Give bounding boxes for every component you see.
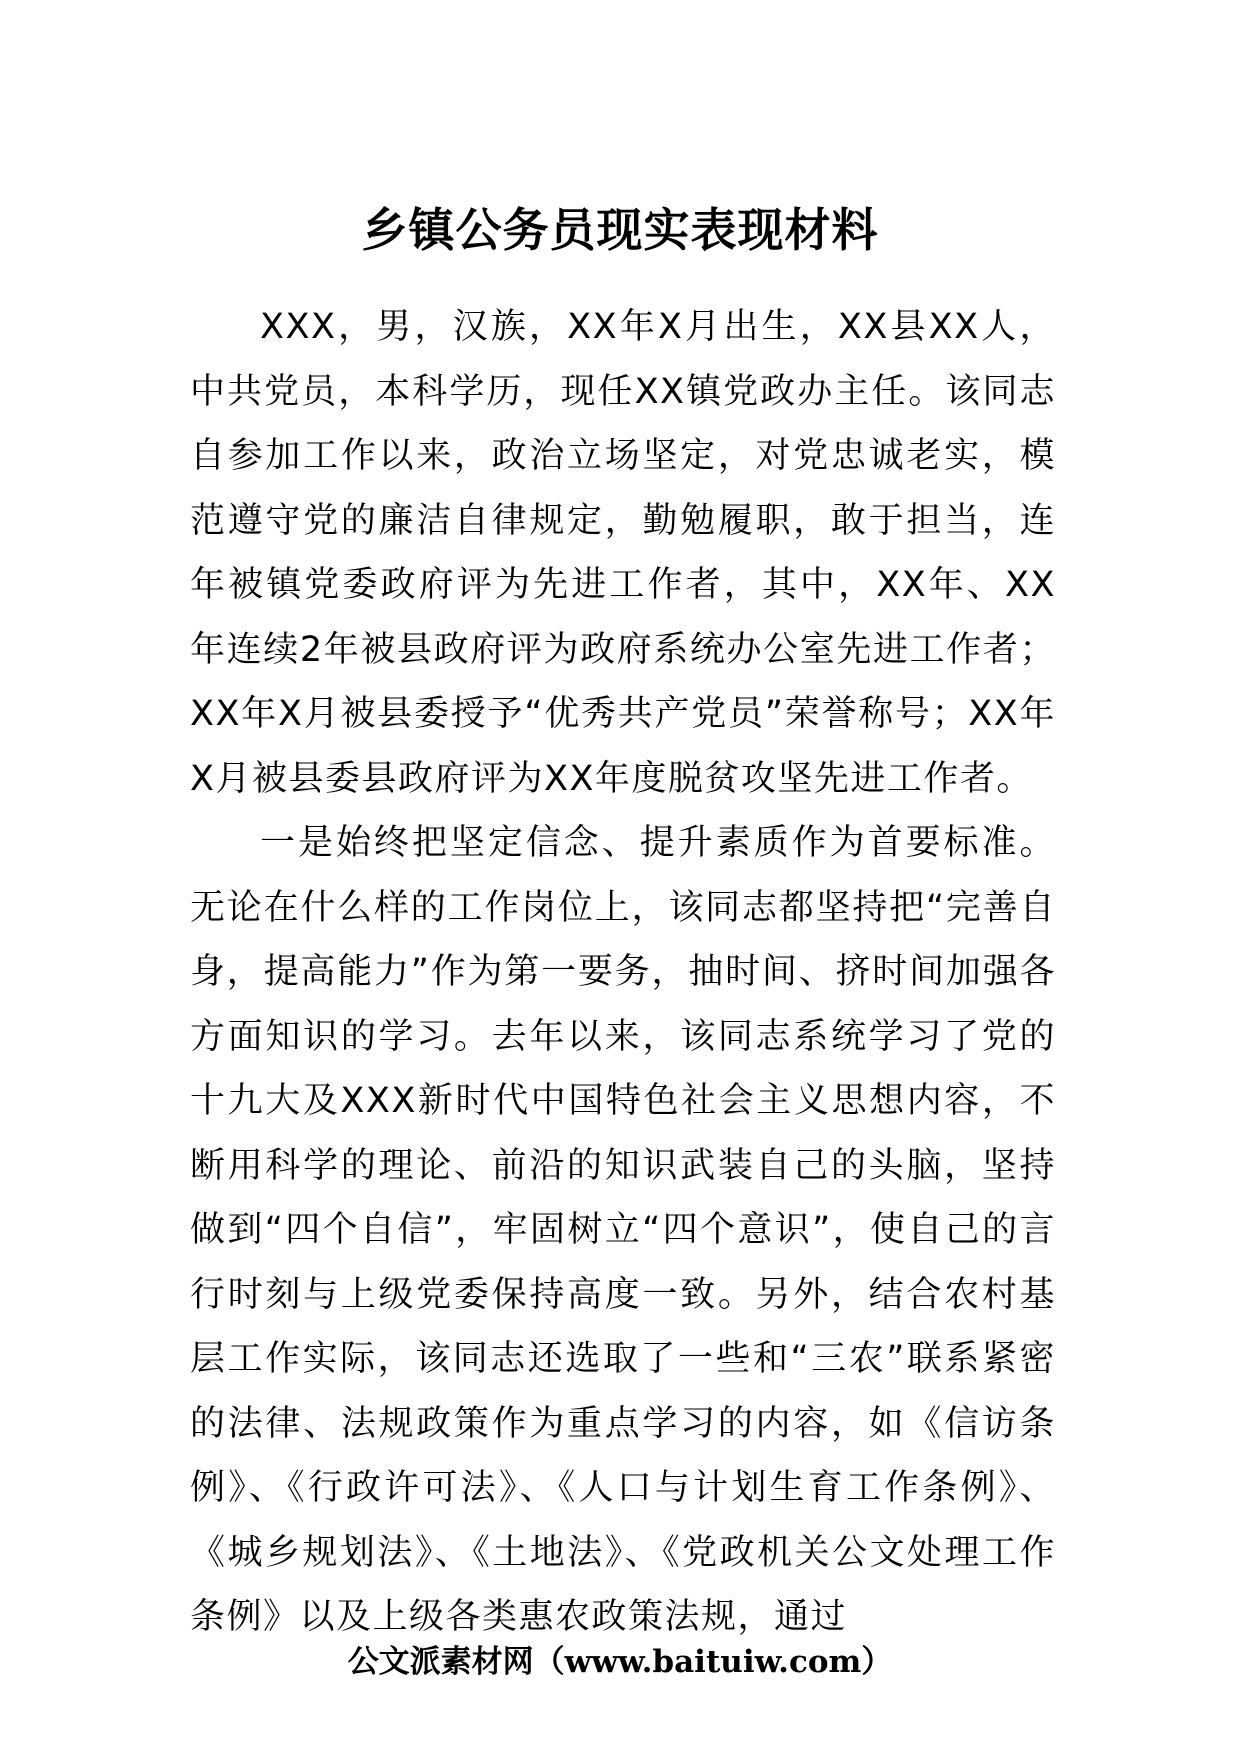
document-title: 乡镇公务员现实表现材料: [361, 203, 879, 257]
paragraph-point-one: 一是始终把坚定信念、提升素质作为首要标准。无论在什么样的工作岗位上，该同志都坚持把“完善自身，提高能力”作为第一要务，抽时间、挤时间加强各方面知识的学习。去年以来，该同志系统学习了党的十九大及XXX新时代中国特色社会主义思想内容，不断用科学的理论、前沿的知识武装自己的头脑，坚持做到“四个自信”，牢固树立“四个意识”，使自己的言行时刻与上级党委保持高度一致。另外，结合农村基层工作实际，该同志还选取了一些和“三农”联系紧密的法律、法规政策作为重点学习的内容，如《信访条例》、《行政许可法》、《人口与计划生育工作条例》、《城乡规划法》、《土地法》、《党政机关公文处理工作条例》以及上级各类惠农政策法规，通过: [190, 823, 1056, 1637]
paragraph-profile: XXX，男，汉族，XX年X月出生，XX县XX人，中共党员，本科学历，现任XX镇党政办主任。该同志自参加工作以来，政治立场坚定，对党忠诚老实，模范遵守党的廉洁自律规定，勤勉履职，敢于担当，连年被镇党委政府评为先进工作者，其中，XX年、XX年连续2年被县政府评为政府系统办公室先进工作者；XX年X月被县委授予“优秀共产党员”荣誉称号；XX年X月被县委县政府评为XX年度脱贫攻坚先进工作者。: [190, 307, 1056, 799]
footer-source: 公文派素材网（www.baituiw.com）: [347, 1644, 893, 1680]
document-body: [190, 295, 1056, 1650]
